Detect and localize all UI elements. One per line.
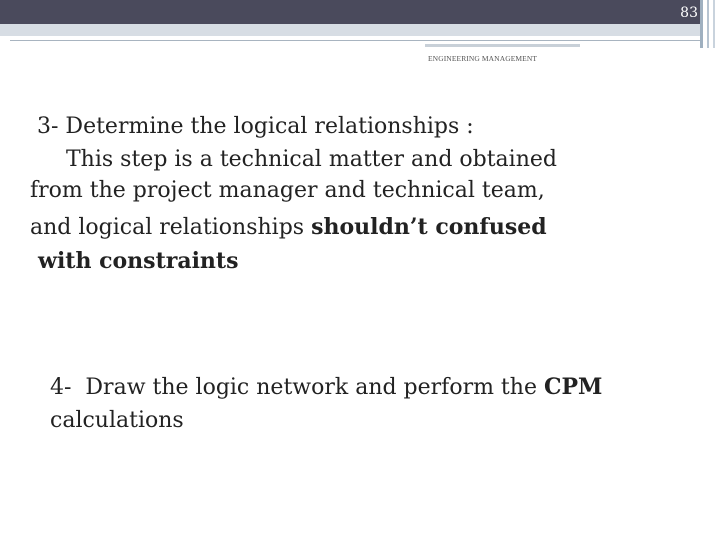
- right-decor-stripe: [700, 0, 703, 48]
- step3-text: and logical relationships: [30, 215, 312, 240]
- step3-line: from the project manager and technical team,: [30, 178, 545, 203]
- step3-emphasis-line: with constraints: [38, 248, 239, 274]
- step4-emphasis: CPM: [543, 374, 603, 400]
- step3-line: [30, 212, 547, 243]
- top-banner-shade: [0, 24, 700, 36]
- top-banner: [0, 0, 700, 24]
- step4-line: [50, 372, 602, 403]
- step3-line: This step is a technical matter and obtained: [66, 147, 557, 172]
- header-rule: [425, 44, 580, 47]
- step3-emphasis: shouldn’t confused: [311, 214, 547, 240]
- step4-line: calculations: [50, 408, 184, 433]
- step3-heading: 3- Determine the logical relationships :: [37, 114, 474, 139]
- course-label: ENGINEERING MANAGEMENT: [428, 54, 538, 63]
- right-decor-stripe: [713, 0, 715, 48]
- top-divider-line: [10, 40, 700, 41]
- step4-text: 4- Draw the logic network and perform the: [50, 375, 544, 400]
- page-number: 83: [680, 5, 698, 21]
- right-decor-stripe: [707, 0, 709, 48]
